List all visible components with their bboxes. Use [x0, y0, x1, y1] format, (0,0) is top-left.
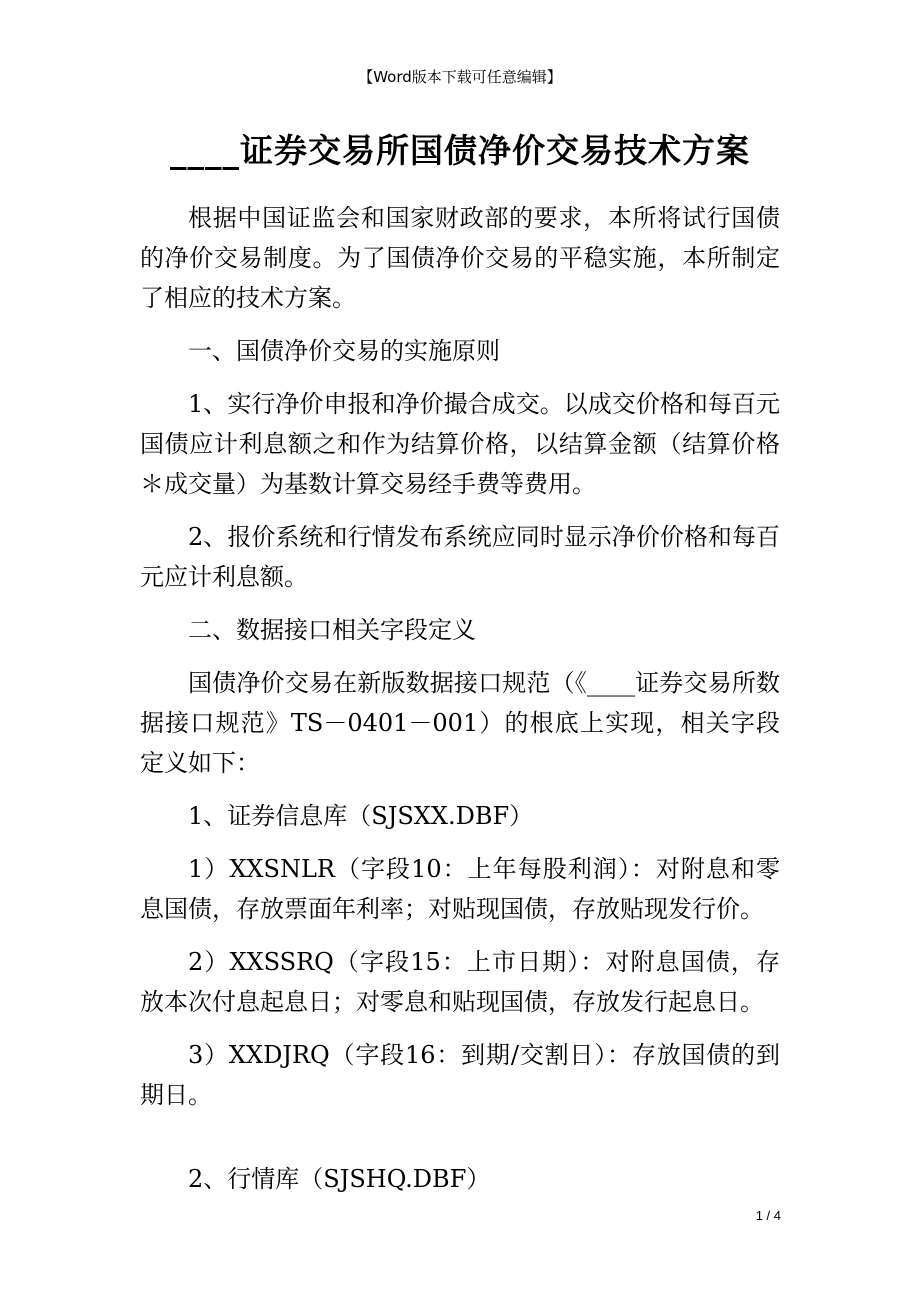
- section-heading-fields: 二、数据接口相关字段定义: [188, 616, 476, 644]
- intro-paragraph: 根据中国证监会和国家财政部的要求，本所将试行国债的净价交易制度。为了国债净价交易的平稳实施，本所制定了相应的技术方案。: [140, 204, 780, 312]
- header-note: 【Word版本下载可任意编辑】: [358, 68, 562, 86]
- document-body: [140, 198, 780, 1212]
- field-item-xxssrq: 2）XXSSRQ（字段15：上市日期）：对附息国债，存放本次付息起息日；对零息和贴现国债，存放发行起息日。: [140, 948, 780, 1016]
- fields-intro-paragraph: 国债净价交易在新版数据接口规范（《____证券交易所数据接口规范》TS－0401－001）的根底上实现，相关字段定义如下：: [140, 669, 780, 777]
- document-title: ____证券交易所国债净价交易技术方案: [170, 131, 750, 170]
- field-item-xxdjrq: 3）XXDJRQ（字段16：到期/交割日）：存放国债的到期日。: [140, 1041, 780, 1109]
- principle-item-2: 2、报价系统和行情发布系统应同时显示净价价格和每百元应计利息额。: [140, 523, 780, 591]
- page-number: 1 / 4: [755, 1208, 781, 1223]
- section-heading-principles: 一、国债净价交易的实施原则: [188, 337, 500, 365]
- principle-item-1: 1、实行净价申报和净价撮合成交。以成交价格和每百元国债应计利息额之和作为结算价格，以结算金额（结算价格＊成交量）为基数计算交易经手费等费用。: [140, 390, 780, 498]
- field-item-xxsnlr: 1）XXSNLR（字段10：上年每股利润）：对附息和零息国债，存放票面年利率；对贴现国债，存放贴现发行价。: [140, 855, 780, 923]
- subsection-heading-sjsxx: 1、证券信息库（SJSXX.DBF）: [188, 802, 534, 830]
- subsection-heading-sjshq: 2、行情库（SJSHQ.DBF）: [188, 1165, 491, 1193]
